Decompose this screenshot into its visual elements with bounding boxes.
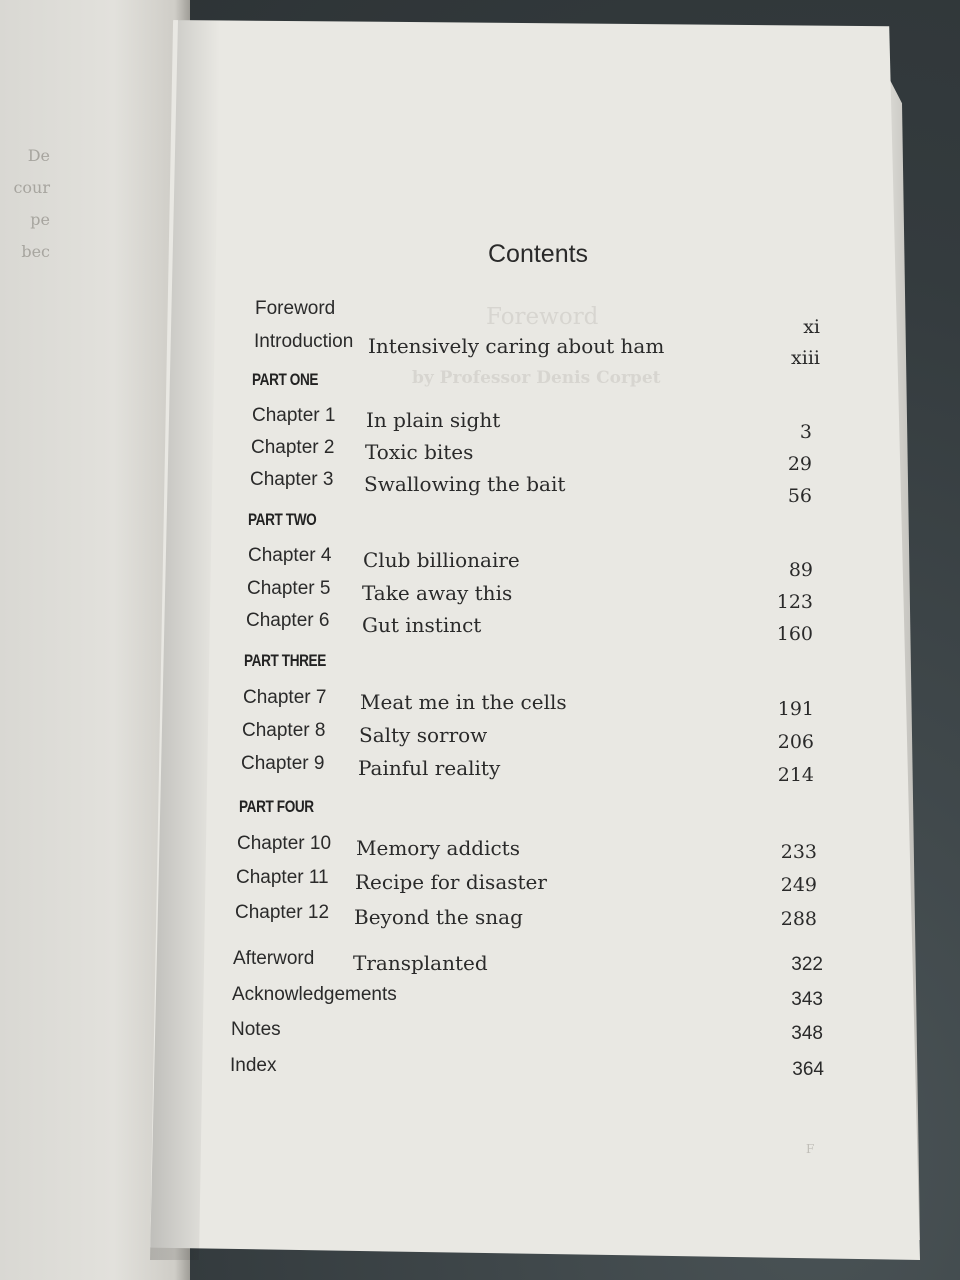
entry-label: Notes — [231, 1019, 281, 1040]
page-number: 348 — [791, 1023, 823, 1044]
page-number: 3 — [799, 421, 812, 443]
entry-label: Foreword — [255, 298, 336, 319]
show-through-heading: Foreword — [486, 304, 599, 330]
toc-entry — [250, 469, 812, 507]
page-mark: F — [806, 1142, 815, 1156]
toc-entry — [235, 902, 817, 932]
page-number: 56 — [787, 485, 812, 507]
chapter-title: Take away this — [362, 581, 513, 605]
chapter-title: Gut instinct — [362, 613, 482, 637]
page-number: 214 — [777, 764, 814, 786]
toc-entry — [231, 1019, 823, 1049]
left-page-text-fragment: De cour pe bec — [13, 146, 50, 261]
toc-entry — [246, 610, 813, 645]
part-heading: PART THREE — [244, 651, 326, 670]
chapter-title: Intensively caring about ham — [368, 334, 665, 358]
contents-title: Contents — [488, 240, 589, 268]
entry-label: Introduction — [254, 331, 354, 352]
chapter-title: Meat me in the cells — [360, 690, 567, 714]
toc-entry — [232, 984, 823, 1014]
toc-entry — [237, 833, 817, 863]
toc-entry — [241, 753, 814, 786]
toc-entry — [255, 298, 820, 338]
page-number: xiii — [791, 347, 820, 369]
page-number: 364 — [792, 1059, 824, 1080]
part-heading: PART ONE — [252, 370, 319, 389]
chapter-title: Salty sorrow — [359, 723, 488, 747]
page-number: 249 — [780, 874, 817, 896]
toc-entry — [230, 1055, 824, 1085]
show-through-byline: by Professor Denis Corpet — [412, 368, 661, 388]
page-number: 343 — [791, 989, 823, 1010]
page-number: 233 — [780, 841, 817, 863]
chapter-title: Recipe for disaster — [355, 870, 547, 894]
entry-label: Chapter 9 — [241, 753, 325, 774]
page-number: 322 — [791, 954, 823, 975]
toc-entry — [243, 687, 814, 720]
entry-label: Chapter 11 — [236, 867, 329, 888]
entry-label: Chapter 1 — [252, 405, 336, 426]
entry-label: Chapter 4 — [248, 545, 332, 566]
entry-label: Chapter 3 — [250, 469, 334, 490]
chapter-title: Beyond the snag — [354, 905, 523, 929]
entry-label: Acknowledgements — [232, 984, 397, 1005]
entry-label: Chapter 8 — [242, 720, 326, 741]
page-number: 288 — [780, 908, 817, 930]
toc-entry — [251, 437, 812, 475]
toc-entry — [236, 867, 817, 897]
toc-entry — [242, 720, 814, 753]
page-number: 89 — [788, 559, 813, 581]
page-number: 191 — [777, 698, 814, 720]
chapter-title: Swallowing the bait — [364, 472, 566, 496]
chapter-title: Memory addicts — [356, 836, 520, 860]
chapter-title: Club billionaire — [363, 548, 520, 572]
toc-entry — [248, 545, 813, 581]
page-number: 206 — [777, 731, 814, 753]
page-number: 160 — [776, 623, 813, 645]
entry-label: Index — [230, 1055, 277, 1076]
part-heading: PART TWO — [248, 510, 317, 529]
entry-label: Chapter 2 — [251, 437, 335, 458]
entry-label: Chapter 5 — [247, 578, 331, 599]
chapter-title: Transplanted — [353, 951, 488, 975]
chapter-title: In plain sight — [366, 408, 501, 432]
entry-label: Chapter 10 — [237, 833, 332, 854]
chapter-title: Painful reality — [358, 756, 501, 780]
entry-label: Chapter 12 — [235, 902, 330, 923]
entry-label: Afterword — [233, 948, 315, 969]
toc-entry — [233, 948, 823, 978]
page-number: 123 — [776, 591, 813, 613]
part-heading: PART FOUR — [239, 797, 314, 816]
page-number: xi — [803, 316, 820, 338]
entry-label: Chapter 6 — [246, 610, 330, 631]
toc-entry — [247, 578, 813, 613]
chapter-title: Toxic bites — [365, 440, 474, 464]
entry-label: Chapter 7 — [243, 687, 327, 708]
page-number: 29 — [787, 453, 812, 475]
toc-entry — [252, 405, 812, 443]
toc-entry — [254, 331, 820, 369]
